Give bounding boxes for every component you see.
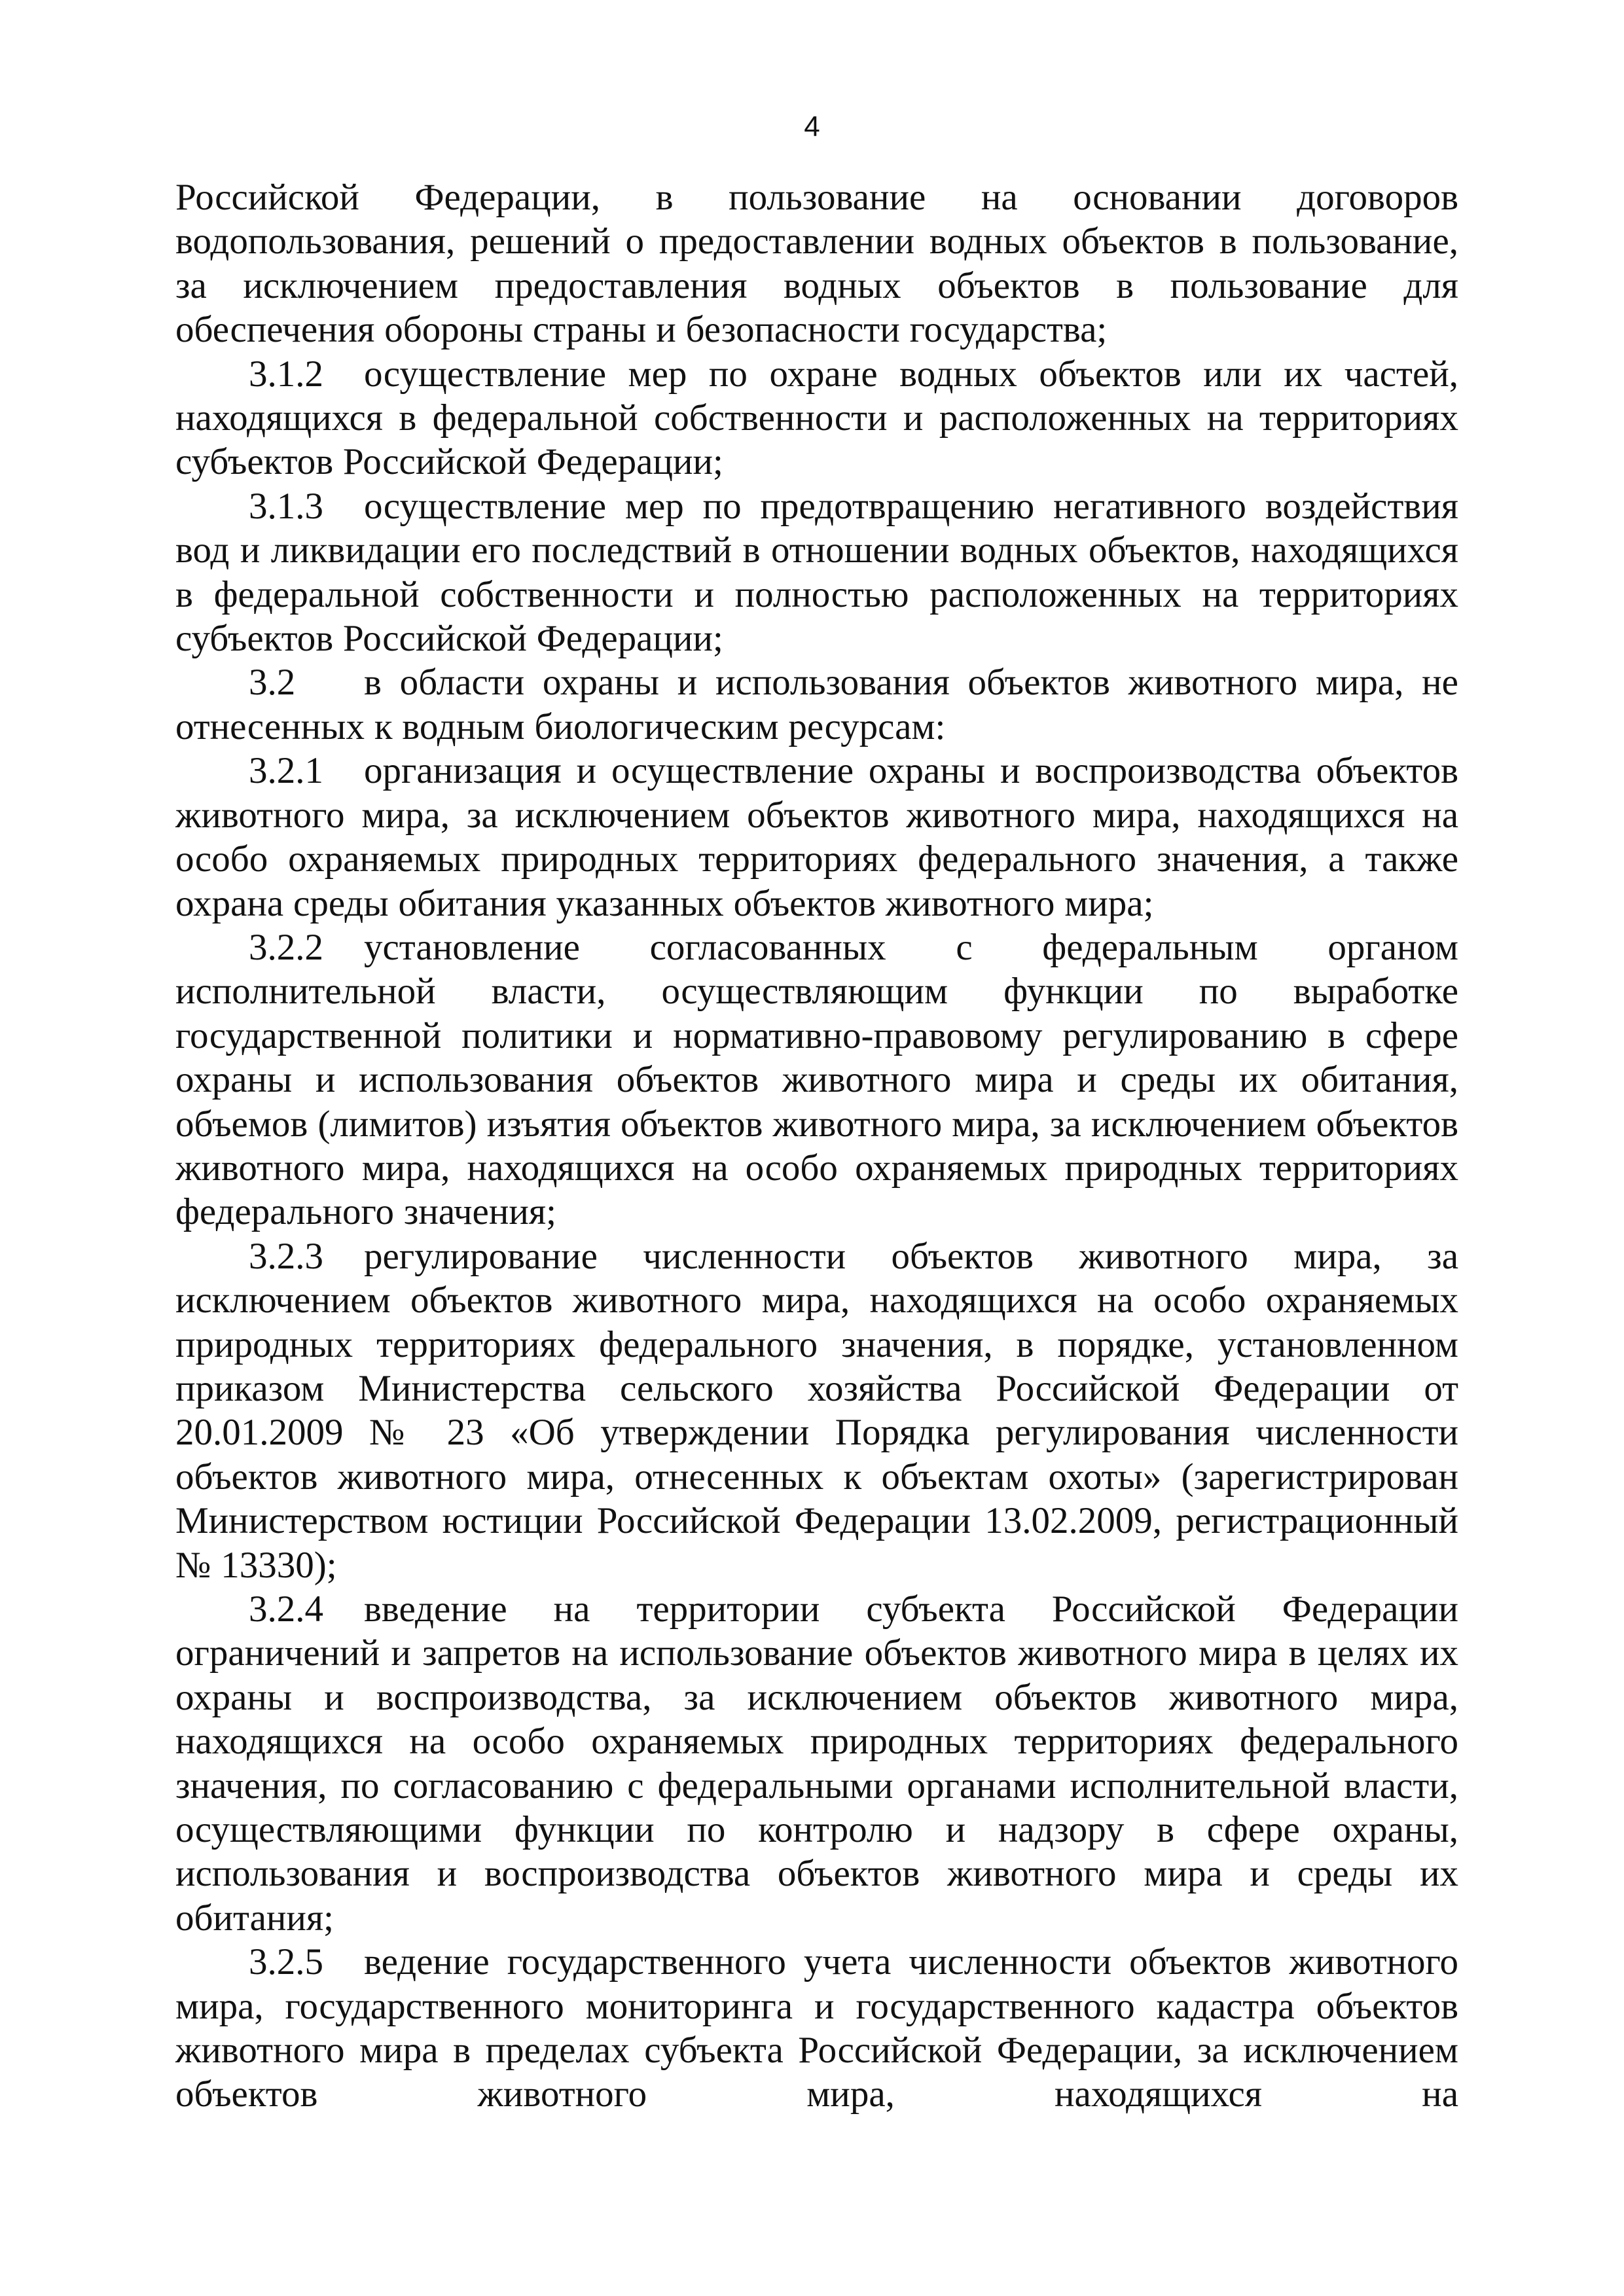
clause-text: организация и осуществление охраны и воспроизводства объектов животного мира, за исключением объектов животного мира, находящихся на особо охраняемых природных территориях федерального значения, а также охрана среды обитания указанных объектов животного мира; [175, 750, 1458, 924]
page-number: 4 [804, 111, 820, 143]
paragraph-continuation [175, 175, 1458, 352]
clause-text: установление согласованных с федеральным органом исполнительной власти, осуществляющим функции по выработке государственной политики и нормативно-правовому регулированию в сфере охраны и использования объектов животного мира и среды их обитания, объемов (лимитов) изъятия объектов животного мира, за исключением объектов животного мира, находящихся на особо охраняемых природных территориях федерального значения; [175, 926, 1458, 1233]
clause-text: ведение государственного учета численности объектов животного мира, государственного мониторинга и государственного кадастра объектов животного мира в пределах субъекта Российской Федерации, за исключением объектов животного мира, находящихся на [175, 1941, 1458, 2115]
clause-3-2-3 [175, 1234, 1458, 1587]
clause-3-2-5 [175, 1940, 1458, 2117]
clause-number: 3.2.4 [249, 1588, 323, 1630]
clause-text: введение на территории субъекта Российской Федерации ограничений и запретов на использование объектов животного мира в целях их охраны и воспроизводства, за исключением объектов животного мира, находящихся на особо охраняемых природных территориях федерального значения, по согласованию с федеральными органами исполнительной власти, осуществляющими функции по контролю и надзору в сфере охраны, использования и воспроизводства объектов животного мира и среды их обитания; [175, 1588, 1458, 1939]
paragraph-text: Российской Федерации, в пользование на основании договоров водопользования, решений о предоставлении водных объектов в пользование, за исключением предоставления водных объектов в пользование для обеспечения обороны страны и безопасности государства; [175, 177, 1458, 351]
clause-3-2-2 [175, 925, 1458, 1234]
clause-number: 3.1.2 [249, 353, 323, 395]
clause-3-2 [175, 660, 1458, 749]
clause-text: регулирование численности объектов животного мира, за исключением объектов животного мира, находящихся на особо охраняемых природных территориях федерального значения, в порядке, установленном приказом Министерства сельского хозяйства Российской Федерации от 20.01.2009 № 23 «Об утверждении Порядка регулирования численности объектов животного мира, отнесенных к объектам охоты» (зарегистрирован Министерством юстиции Российской Федерации 13.02.2009, регистрационный № 13330); [175, 1235, 1458, 1586]
clause-number: 3.2.1 [249, 750, 323, 792]
clause-3-1-2 [175, 352, 1458, 484]
clause-number: 3.2.3 [249, 1235, 323, 1277]
clause-text: осуществление мер по предотвращению негативного воздействия вод и ликвидации его последствий в отношении водных объектов, находящихся в федеральной собственности и полностью расположенных на территориях субъектов Российской Федерации; [175, 485, 1458, 660]
clause-3-2-1 [175, 749, 1458, 925]
clause-3-1-3 [175, 484, 1458, 661]
document-body [175, 175, 1458, 2117]
clause-text: осуществление мер по охране водных объектов или их частей, находящихся в федеральной собственности и расположенных на территориях субъектов Российской Федерации; [175, 353, 1458, 483]
clause-number: 3.2.5 [249, 1941, 323, 1983]
clause-text: в области охраны и использования объектов животного мира, не отнесенных к водным биологическим ресурсам: [175, 662, 1458, 747]
clause-number: 3.1.3 [249, 485, 323, 527]
clause-number: 3.2 [249, 662, 296, 704]
clause-number: 3.2.2 [249, 926, 323, 968]
clause-3-2-4 [175, 1587, 1458, 1940]
